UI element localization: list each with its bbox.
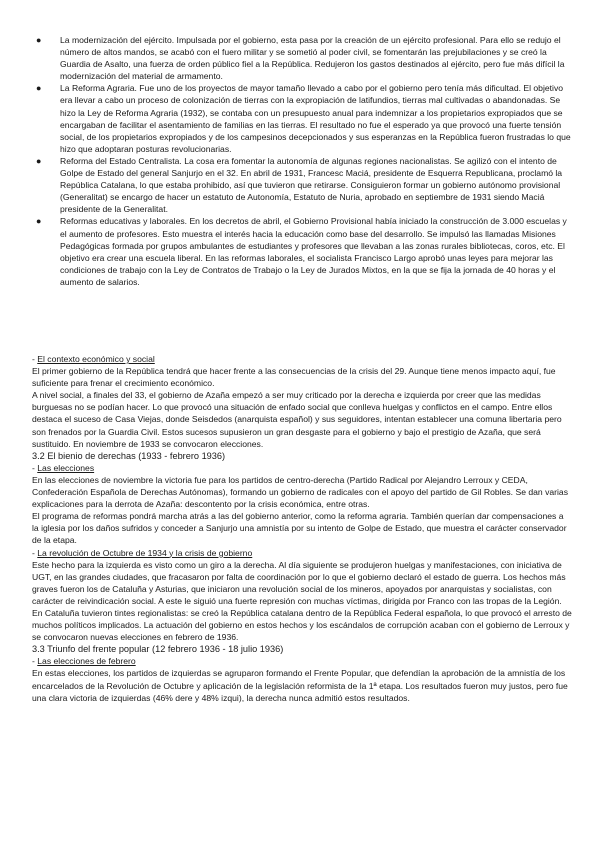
list-item-text: Reforma del Estado Centralista. La cosa era fomentar la autonomía de algunas regiones nacionalistas. Se agilizó con el intento de Golpe de Estado del general Sanjurjo en el 32. En abril de 1931, Francesc Maciá, presidente de Esquerra Republicana, proclamó la República Catalana, lo que estaba prohibido, así que tuvieron que retirarse. Consiguieron formar un gobierno autónomo provisional (Generalitat) se encargo de hacer un estatuto de Autonomía, Estatuto de Nuria, aprobado en septiembre de 1931 siendo Maciá presidente de la Generalitat. [60,155,563,215]
subheading-elecciones [32,462,572,474]
list-item [32,215,572,288]
dash-marker: - [32,354,35,364]
subheading-text: Las elecciones [37,462,95,473]
subheading-contexto [32,353,572,365]
subheading-text: El contexto económico y social [37,354,155,364]
bullet-icon: ● [36,35,42,45]
subheading-text: Las elecciones de febrero [37,656,136,667]
paragraph: En las elecciones de noviembre la victoria fue para los partidos de centro-derecha (Partido Radical por Alejandro Lerroux y CEDA, Confederación Española de Derechas Autónomas), formando un gobierno de radicales con el apoyo del partido de Gil Robles. Se dan varias explicaciones para la derrota de Azaña: descontento por la crisis económica, entre otras. [32,474,569,510]
list-item-text: Reformas educativas y laborales. En los decretos de abril, el Gobierno Provisional había iniciado la construcción de 3.000 escuelas y el aumento de profesores. Esto muestra el interés hacia la educación como base del desarrollo. Se impulsó las llamadas Misiones Pedagógicas formada por grupos ambulantes de estudiantes y profesores que llevaban a las zonas rurales bibliotecas, coros, etc. El objetivo era crear una escuela liberal. En las reformas laborales, el socialista Francisco Largo aprobó unas leyes para mejorar las condiciones de trabajo con la Ley de Contratos de Trabajo o la Ley de Jurados Mixtos, en la que se fija la jornada de 40 horas y el aumento de salarios. [60,216,567,287]
paragraph: El programa de reformas pondrá marcha atrás a las del gobierno anterior, como la reforma agraria. También querían dar compensaciones a la iglesia por los daños sufridos y conceder a Sanjurjo una amnistía por su intento de Golpe de Estado, que muestra el carácter conservador de la etapa. [32,511,567,546]
paragraph: El primer gobierno de la República tendrá que hacer frente a las consecuencias de la crisis del 29. Aunque tiene menos impacto aquí, fue suficiente para frenar el crecimiento económico. [32,366,556,389]
subheading-revolucion [32,547,572,559]
list-item [32,155,572,215]
reform-bullet-list [32,34,572,288]
subheading-elecciones-febrero [32,655,572,667]
bullet-icon: ● [36,83,42,94]
dash-marker: - [32,656,35,667]
list-item-text: La modernización del ejército. Impulsada por el gobierno, esta pasa por la creación de un ejército profesional. Para ello se redujo el número de altos mandos, se acabó con el fuero militar y se sometió al poder civil, se fomentarán las prejubilaciones y se creó la Guardia de Asalto, una fuerza de orden público fiel a la República. Redujeron los gastos destinados al ejército, pero fue más difícil la modernización del material de armamento. [60,35,565,82]
bullet-icon: ● [36,155,42,166]
list-item [32,82,572,155]
section-title-frente: 3.3 Triunfo del frente popular (12 febrero 1936 - 18 julio 1936) [32,644,284,655]
section-title-bienio: 3.2 El bienio de derechas (1933 - febrero 1936) [32,450,226,461]
bullet-icon: ● [36,216,42,227]
document-body [32,353,572,704]
paragraph: En estas elecciones, los partidos de izquierdas se agruparon formando el Frente Popular, que defendían la aprobación de la amnistía de los encarcelados de la Revolución de Octubre y aplicación de la legislación reformista de la 1ª etapa. Los resultados fueron muy justos, pero fue una clara victoria de izquierdas (46% dere y 48% izqui), la derecha nunca admitió estos resultados. [32,668,568,703]
paragraph: Este hecho para la izquierda es visto como un giro a la derecha. Al día siguiente se produjeron huelgas y manifestaciones, con iniciativa de UGT, en las grandes ciudades, que fracasaron por falta de coordinación por lo que el gobierno declaró el estado de guerra. Los hechos más graves fueron los de Cataluña y Asturias, que iniciaron una revolución social de los mineros, apoyados por anarquistas y socialistas, con carácter de reivindicación social. A este le siguió una fuerte represión con muchas víctimas, dirigida por Franco con las tropas de la Legión. En Cataluña tuvieron tintes regionalistas: se creó la República catalana dentro de la República Federal española, lo que provocó el arresto de muchos políticos implicados. La actuación del gobierno en estos hechos y los escándalos de corrupción acaban con el gobierno de Lerroux y se convocaron nuevas elecciones en febrero de 1936. [32,559,572,643]
list-item [32,34,572,82]
dash-marker: - [32,462,35,473]
dash-marker: - [32,547,35,558]
subheading-text: La revolución de Octubre de 1934 y la crisis de gobierno [37,547,253,558]
list-item-text: La Reforma Agraria. Fue uno de los proyectos de mayor tamaño llevado a cabo por el gobierno pero tenía más dificultad. El objetivo era llevar a cabo un proceso de colonización de tierras con la expropiación de latifundios, tierras mal cultivadas o abandonadas. Se hizo la Ley de Reforma Agraria (1932), se contaba con un presupuesto anual para indemnizar a los propietarios expropiados que se encargaban de facilitar el asentamiento de familias en las tierras. El resultado no fue el esperado ya que provocó una fuerte tensión social, de los propietarios expropiados y de los campesinos decepcionados y sus esperanzas en la República fueron frustradas lo que hizo que adoptaran posturas revolucionarias. [60,83,571,154]
paragraph: A nivel social, a finales del 33, el gobierno de Azaña empezó a ser muy criticado por la derecha e izquierda por creer que las medidas burguesas no se podían hacer. Lo que provocó una situación de enfado social que conlleva huelgas y conflictos en el campo. Entre ellos destaca el suceso de Casa Viejas, donde Seisdedos (anarquista español) y sus seguidores, intentan establecer una comuna libertaria pero son frenados por la Guardia Civil. Estos sucesos supusieron un gran desgaste para el gobierno y bajo el prestigio de Azaña, que será sustituido. En noviembre de 1933 se convocaron elecciones. [32,390,562,449]
